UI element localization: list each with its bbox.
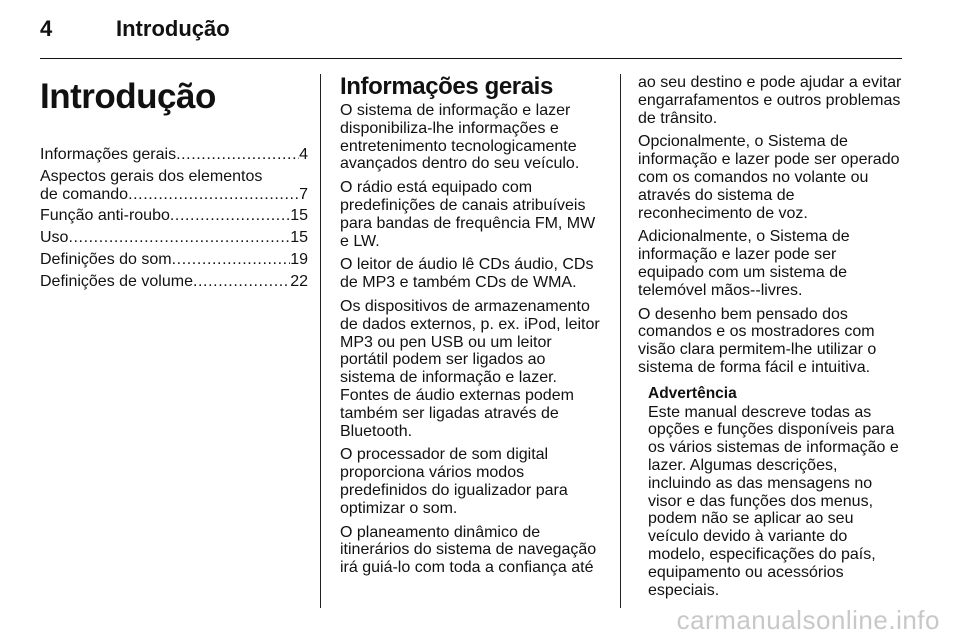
toc-leader-dots [128, 186, 299, 204]
running-title: Introdução [116, 16, 230, 41]
section-heading: Informações gerais [340, 73, 553, 100]
header-rule [40, 58, 902, 59]
warning-note [648, 385, 902, 600]
toc-item-page: 19 [290, 250, 308, 268]
toc-item-funcao-anti-roubo[interactable] [40, 207, 308, 225]
paragraph: O desenho bem pensado dos comandos e os mostradores com visão clara permitem-lhe utilizar o sistema de forma fácil e intuitiva. [638, 305, 877, 376]
page-number: 4 [40, 16, 53, 41]
middle-column [340, 74, 602, 583]
toc-leader-dots [68, 229, 290, 247]
toc-item-uso[interactable] [40, 229, 308, 247]
paragraph: Adicionalmente, o Sistema de informação e lazer pode ser equipado com um sistema de telemóvel mãos--livres. [638, 228, 850, 299]
paragraph: O sistema de informação e lazer disponibiliza-lhe informações e entretenimento tecnologicamente avançados dentro do seu veículo. [340, 102, 580, 173]
column-divider [320, 74, 321, 608]
toc-item-page: 4 [299, 146, 308, 163]
toc-item-page: 15 [290, 207, 308, 225]
toc-item-page: 15 [290, 229, 308, 247]
toc-leader-dots [193, 273, 290, 291]
toc-item-definicoes-de-volume[interactable] [40, 273, 308, 291]
note-title: Advertência [648, 384, 737, 402]
paragraph: O planeamento dinâmico de itinerários do sistema de navegação irá guiá-lo com toda a confiança até [340, 523, 597, 577]
paragraph: Opcionalmente, o Sistema de informação e lazer pode ser operado com os comandos no volante ou através do sistema de reconhecimento de voz. [638, 133, 900, 222]
paragraph: O rádio está equipado com predefinições de canais atribuíveis para bandas de frequência FM, MW e LW. [340, 179, 596, 250]
toc-item-label: Informações gerais [40, 146, 177, 163]
paragraph: ao seu destino e pode ajudar a evitar engarrafamentos e outros problemas de trânsito. [638, 74, 902, 127]
toc-leader-dots [170, 207, 290, 225]
toc-item-label: Aspectos gerais dos elementos [40, 167, 263, 185]
toc-leader-dots [176, 146, 299, 164]
toc-leader-dots [172, 251, 291, 269]
chapter-title: Introdução [40, 77, 216, 116]
right-column [638, 74, 902, 605]
toc-item-aspectos-gerais[interactable] [40, 168, 308, 204]
toc-item-page: 22 [290, 272, 308, 290]
toc-item-label: Uso [40, 229, 69, 247]
column-divider [620, 74, 621, 608]
toc-item-label: Função anti-roubo [40, 207, 170, 225]
paragraph: O processador de som digital proporciona vários modos predefinidos do igualizador para optimizar o som. [340, 446, 568, 517]
paragraph: O leitor de áudio lê CDs áudio, CDs de MP3 e também CDs de WMA. [340, 256, 594, 292]
watermark: carmanualsonline.info [676, 605, 940, 635]
toc-item-informacoes-gerais[interactable] [40, 146, 308, 164]
paragraph: Os dispositivos de armazenamento de dados externos, p. ex. iPod, leitor MP3 ou pen USB ou um leitor portátil podem ser ligados ao sistema de informação e lazer. Fontes de áudio externas podem também ser ligadas através de Bluetooth. [340, 297, 600, 440]
toc-item-page: 7 [299, 185, 308, 203]
toc-item-label-cont: de comando [40, 185, 129, 203]
toc-item-label: Definições do som [40, 250, 172, 268]
toc-item-definicoes-do-som[interactable] [40, 251, 308, 269]
toc-column [40, 74, 308, 295]
note-body: Este manual descreve todas as opções e funções disponíveis para os vários sistemas de informação e lazer. Algumas descrições, incluindo as das mensagens no visor e das funções dos menus, podem não se aplicar ao seu veículo devido à variante do modelo, especificações do país, equipamento ou acessórios especiais. [648, 403, 899, 599]
toc-item-label: Definições de volume [40, 272, 193, 290]
